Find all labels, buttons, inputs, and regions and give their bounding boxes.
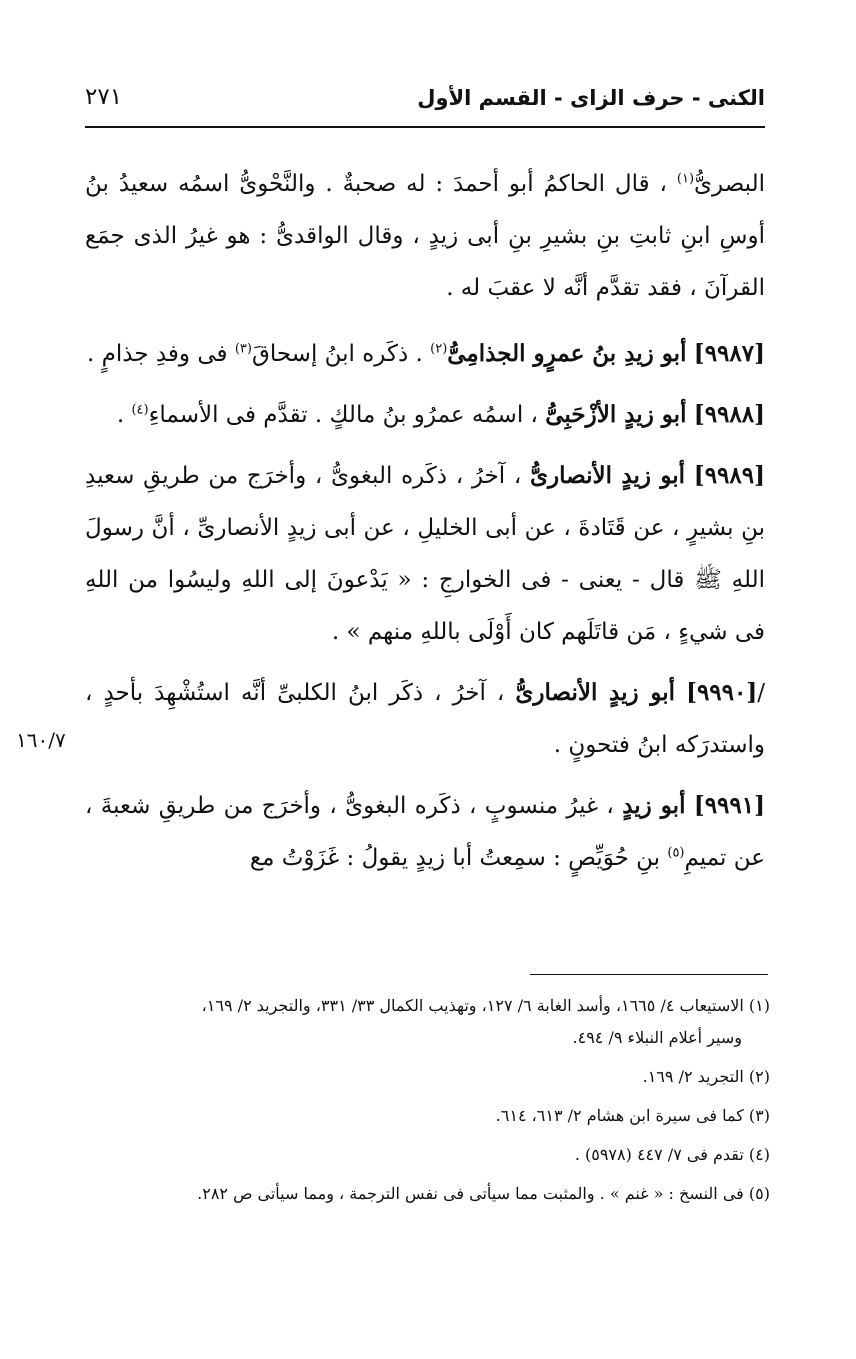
paragraph-continuation <box>85 158 765 314</box>
footnote-continuation: وسير أعلام النبلاء ٩/ ٤٩٤. <box>572 1028 742 1047</box>
footnote-ref: (٥) <box>667 845 685 861</box>
footnote-4 <box>85 1139 770 1171</box>
entry-number: [٩٩٨٩] <box>693 462 765 489</box>
entry-text: ، آخرُ ، ذكَره البغوىُّ ، وأخرَج من طريقِ سعيدِ بنِ بشيرٍ ، عن قَتَادةَ ، عن أبى الخليلِ ، عن أبى زيدٍ الأنصارىِّ ، أنَّ رسولَ اللهِ ﷺ قال - يعنى - فى الخوارجِ : « يَدْعونَ إلى اللهِ وليسُوا من اللهِ فى شيءٍ ، مَن قاتَلَهم كان أَوْلَى باللهِ منهم » . <box>85 463 765 645</box>
footnote-2 <box>85 1061 770 1093</box>
footnotes <box>85 990 770 1217</box>
paragraph-start-word: البصرىُّ <box>694 171 765 197</box>
footnote-number: (٥) <box>748 1184 770 1203</box>
entry-text: فى وفدِ جذامٍ . <box>87 341 228 367</box>
margin-volume-page-ref: ١٦٠/٧ <box>16 728 66 752</box>
footnote-1 <box>85 990 770 1054</box>
footnote-5 <box>85 1178 770 1210</box>
footnote-3 <box>85 1100 770 1132</box>
entry-9987 <box>85 328 765 380</box>
footnote-number: (٢) <box>748 1067 770 1086</box>
entry-number: [٩٩٨٨] <box>693 401 765 428</box>
footnote-ref: (٤) <box>131 402 149 418</box>
footnote-ref: (٣) <box>234 341 252 357</box>
entry-9989 <box>85 450 765 658</box>
entry-text: . <box>116 402 125 428</box>
footnote-text: الاستيعاب ٤/ ١٦٦٥، وأسد الغابة ٦/ ١٢٧، وتهذيب الكمال ٣٣/ ٣٣١، والتجريد ٢/ ١٦٩، <box>201 996 744 1015</box>
entry-text: ، آخرُ ، ذكَر ابنُ الكلبىِّ أنَّه استُشْهِدَ بأحدٍ ، واستدرَكه ابنُ فتحونٍ . <box>85 680 765 758</box>
page-break-mark: / <box>757 680 766 706</box>
footnote-text: فى النسخ : « غنم » . والمثبت مما سيأتى فى نفس الترجمة ، ومما سيأتى ص ٢٨٢. <box>197 1184 744 1203</box>
entry-number: [٩٩٨٧] <box>693 340 765 367</box>
page-number: ٢٧١ <box>85 84 123 110</box>
footnote-text: كما فى سيرة ابن هشام ٢/ ٦١٣، ٦١٤. <box>495 1106 744 1125</box>
header-title: الكنى - حرف الزاى - القسم الأول <box>417 86 765 110</box>
entry-9990 <box>85 667 765 771</box>
footnote-ref: (٢) <box>430 341 448 357</box>
header-rule <box>85 126 765 128</box>
entry-name: أبو زيدٍ الأزْحَبِىُّ <box>545 401 687 428</box>
paragraph-text: ، قال الحاكمُ أبو أحمدَ : له صحبةٌ . والنَّحْوىُّ اسمُه سعيدُ بنُ أوسِ ابنِ ثابتِ بنِ بشيرِ بنِ أبى زيدٍ ، وقال الواقدىُّ : هو غيرُ الذى جمَع القرآنَ ، فقد تقدَّم أنَّه لا عقبَ له . <box>85 171 765 301</box>
entry-name: أبو زيدِ بنُ عمرٍو الجذامِىُّ <box>447 340 687 367</box>
main-text <box>85 158 765 893</box>
entry-number: [٩٩٩٠] <box>686 679 758 706</box>
running-header <box>85 82 765 122</box>
entry-9991 <box>85 780 765 884</box>
footnote-number: (٤) <box>748 1145 770 1164</box>
footnote-text: تقدم فى ٧/ ٤٤٧ (٥٩٧٨) . <box>574 1145 744 1164</box>
entry-number: [٩٩٩١] <box>693 792 766 819</box>
footnote-ref: (١) <box>676 171 695 187</box>
entry-text: . ذكَره ابنُ إسحاقَ <box>251 341 423 367</box>
footnote-rule <box>530 974 768 975</box>
entry-name: أبو زيدٍ <box>622 792 686 819</box>
entry-9988 <box>85 389 765 441</box>
footnote-number: (١) <box>748 996 770 1015</box>
entry-text: بنِ حُوَيِّصٍ : سمِعتُ أبا زيدٍ يقولُ : غَزَوْتُ مع <box>249 845 661 871</box>
entry-text: ، اسمُه عمرُو بنُ مالكٍ . تقدَّم فى الأسماءِ <box>148 402 538 428</box>
entry-name: أبو زيدٍ الأنصارىُّ <box>515 679 676 706</box>
entry-text: ، غيرُ منسوبٍ ، ذكَره البغوىُّ ، وأخرَج من طريقِ شعبةَ ، عن تميمِ <box>85 793 765 871</box>
footnote-text: التجريد ٢/ ١٦٩. <box>642 1067 744 1086</box>
footnote-number: (٣) <box>748 1106 770 1125</box>
entry-name: أبو زيدٍ الأنصارىُّ <box>530 462 686 489</box>
